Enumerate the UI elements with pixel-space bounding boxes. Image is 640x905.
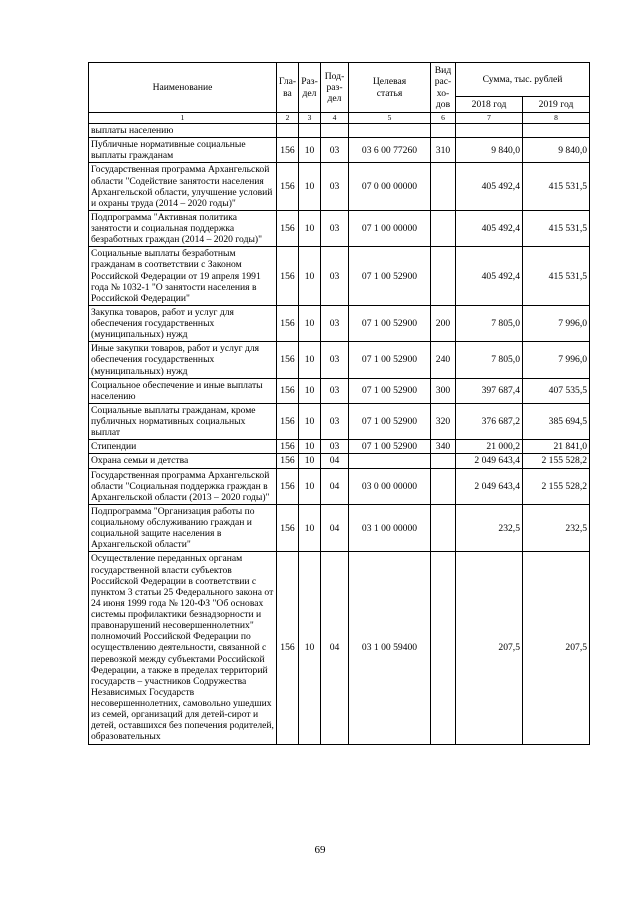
row-amount-2019: 415 531,5	[523, 210, 590, 246]
row-razdel: 10	[299, 403, 321, 439]
row-amount-2019: 7 996,0	[523, 342, 590, 378]
row-vid: 320	[431, 403, 456, 439]
row-razdel: 10	[299, 342, 321, 378]
row-glava: 156	[277, 210, 299, 246]
row-statya: 03 1 00 00000	[349, 504, 431, 552]
row-razdel: 10	[299, 468, 321, 504]
row-razdel: 10	[299, 163, 321, 211]
table-row	[89, 468, 590, 504]
row-vid	[431, 210, 456, 246]
row-podrazdel: 03	[321, 163, 349, 211]
row-statya: 07 0 00 00000	[349, 163, 431, 211]
row-razdel: 10	[299, 210, 321, 246]
row-podrazdel: 03	[321, 440, 349, 454]
header-glava: Гла- ва	[277, 63, 299, 113]
row-razdel: 10	[299, 454, 321, 468]
row-amount-2018: 7 805,0	[456, 342, 523, 378]
row-razdel: 10	[299, 305, 321, 341]
row-name: Осуществление переданных органам государственной власти субъектов Российской Федерации в соответствии с пунктом 3 статьи 25 Федерального закона от 24 июня 1999 года № 120-ФЗ "Об основах системы профилактики безнадзорности и правонарушений несовершеннолетних" полномочий Российской Федерации по осуществлению деятельности, связанной с перевозкой между субъектами Российской Федерации, а также в пределах территорий государств – участников Содружества Независимых Государств несовершеннолетних, самовольно ушедших из семей, организаций для детей-сирот и детей, оставшихся без попечения родителей, образовательных	[89, 552, 277, 744]
page-number: 69	[314, 844, 326, 856]
row-name: Подпрограмма "Организация работы по социальному обслуживанию граждан и социальной защите населения в Архангельской области"	[89, 504, 277, 552]
row-vid: 310	[431, 138, 456, 163]
row-vid	[431, 163, 456, 211]
header-name: Наименование	[89, 63, 277, 113]
row-razdel: 10	[299, 138, 321, 163]
table-row	[89, 552, 590, 744]
row-amount-2019: 7 996,0	[523, 305, 590, 341]
row-name: Публичные нормативные социальные выплаты гражданам	[89, 138, 277, 163]
row-amount-2018: 232,5	[456, 504, 523, 552]
row-podrazdel: 03	[321, 403, 349, 439]
table-row	[89, 247, 590, 306]
row-amount-2019: 9 840,0	[523, 138, 590, 163]
row-amount-2019: 2 155 528,2	[523, 454, 590, 468]
header-statya: Целевая статья	[349, 63, 431, 113]
row-name: Государственная программа Архангельской области "Содействие занятости населения Архангельской области, улучшение условий и охраны труда (2014 – 2020 годы)"	[89, 163, 277, 211]
row-glava: 156	[277, 440, 299, 454]
row-name: Социальные выплаты гражданам, кроме публичных нормативных социальных выплат	[89, 403, 277, 439]
row-razdel: 10	[299, 504, 321, 552]
column-index: 7	[456, 113, 523, 124]
column-index: 2	[277, 113, 299, 124]
row-amount-2018: 376 687,2	[456, 403, 523, 439]
table-row	[89, 504, 590, 552]
column-index: 4	[321, 113, 349, 124]
row-razdel: 10	[299, 440, 321, 454]
row-glava: 156	[277, 163, 299, 211]
row-podrazdel: 03	[321, 247, 349, 306]
header-razdel: Раз- дел	[299, 63, 321, 113]
row-statya: 07 1 00 52900	[349, 440, 431, 454]
header-year-2018: 2018 год	[456, 97, 523, 113]
row-name: Государственная программа Архангельской области "Социальная поддержка граждан в Архангельской области (2013 – 2020 годы)"	[89, 468, 277, 504]
row-podrazdel	[321, 124, 349, 138]
row-glava: 156	[277, 504, 299, 552]
row-statya: 03 1 00 59400	[349, 552, 431, 744]
row-amount-2018	[456, 124, 523, 138]
row-statya: 03 0 00 00000	[349, 468, 431, 504]
header-year-2019: 2019 год	[523, 97, 590, 113]
row-podrazdel: 03	[321, 342, 349, 378]
row-glava: 156	[277, 552, 299, 744]
header-row	[89, 63, 590, 97]
row-amount-2018: 397 687,4	[456, 378, 523, 403]
row-podrazdel: 04	[321, 468, 349, 504]
row-podrazdel: 03	[321, 378, 349, 403]
row-podrazdel: 03	[321, 210, 349, 246]
row-glava: 156	[277, 468, 299, 504]
column-index: 8	[523, 113, 590, 124]
row-glava: 156	[277, 305, 299, 341]
row-vid	[431, 247, 456, 306]
row-amount-2019: 2 155 528,2	[523, 468, 590, 504]
table-row	[89, 138, 590, 163]
row-amount-2019: 415 531,5	[523, 247, 590, 306]
row-amount-2019: 415 531,5	[523, 163, 590, 211]
column-index-row	[89, 113, 590, 124]
column-index: 6	[431, 113, 456, 124]
row-razdel: 10	[299, 552, 321, 744]
row-name: Подпрограмма "Активная политика занятости и социальная поддержка безработных граждан (2014 – 2020 годы)"	[89, 210, 277, 246]
table-row	[89, 163, 590, 211]
table-row	[89, 210, 590, 246]
row-vid: 340	[431, 440, 456, 454]
row-amount-2019: 232,5	[523, 504, 590, 552]
row-statya: 07 1 00 52900	[349, 378, 431, 403]
row-amount-2018: 7 805,0	[456, 305, 523, 341]
row-name: Социальные выплаты безработным гражданам в соответствии с Законом Российской Федерации от 19 апреля 1991 года № 1032-1 "О занятости населения в Российской Федерации"	[89, 247, 277, 306]
row-amount-2019: 21 841,0	[523, 440, 590, 454]
row-amount-2019	[523, 124, 590, 138]
column-index: 1	[89, 113, 277, 124]
row-glava: 156	[277, 378, 299, 403]
row-glava: 156	[277, 454, 299, 468]
budget-table	[88, 62, 590, 745]
row-amount-2018: 9 840,0	[456, 138, 523, 163]
table-row	[89, 440, 590, 454]
table-body	[89, 124, 590, 745]
row-statya: 07 1 00 52900	[349, 403, 431, 439]
row-statya: 03 6 00 77260	[349, 138, 431, 163]
table-row	[89, 305, 590, 341]
row-vid	[431, 124, 456, 138]
row-amount-2018: 21 000,2	[456, 440, 523, 454]
row-glava: 156	[277, 138, 299, 163]
row-statya: 07 1 00 00000	[349, 210, 431, 246]
row-glava	[277, 124, 299, 138]
table-row	[89, 124, 590, 138]
table-row	[89, 403, 590, 439]
header-vid: Вид рас- хо- дов	[431, 63, 456, 113]
row-vid: 240	[431, 342, 456, 378]
row-statya: 07 1 00 52900	[349, 342, 431, 378]
header-podrazdel: Под- раз- дел	[321, 63, 349, 113]
row-name: Закупка товаров, работ и услуг для обеспечения государственных (муниципальных) нужд	[89, 305, 277, 341]
row-razdel	[299, 124, 321, 138]
row-vid	[431, 454, 456, 468]
row-podrazdel: 04	[321, 454, 349, 468]
table-row	[89, 342, 590, 378]
row-amount-2018: 405 492,4	[456, 247, 523, 306]
row-glava: 156	[277, 342, 299, 378]
row-glava: 156	[277, 403, 299, 439]
row-statya	[349, 454, 431, 468]
row-statya: 07 1 00 52900	[349, 247, 431, 306]
row-name: Иные закупки товаров, работ и услуг для обеспечения государственных (муниципальных) нужд	[89, 342, 277, 378]
row-amount-2019: 407 535,5	[523, 378, 590, 403]
row-name: Стипендии	[89, 440, 277, 454]
row-amount-2019: 385 694,5	[523, 403, 590, 439]
table-row	[89, 378, 590, 403]
row-razdel: 10	[299, 378, 321, 403]
row-podrazdel: 04	[321, 504, 349, 552]
header-summa: Сумма, тыс. рублей	[456, 63, 590, 97]
table-row	[89, 454, 590, 468]
row-name: Охрана семьи и детства	[89, 454, 277, 468]
column-index: 5	[349, 113, 431, 124]
row-vid	[431, 504, 456, 552]
row-statya	[349, 124, 431, 138]
row-name: Социальное обеспечение и иные выплаты населению	[89, 378, 277, 403]
row-podrazdel: 04	[321, 552, 349, 744]
row-amount-2019: 207,5	[523, 552, 590, 744]
row-vid	[431, 552, 456, 744]
row-razdel: 10	[299, 247, 321, 306]
column-index: 3	[299, 113, 321, 124]
row-vid: 300	[431, 378, 456, 403]
row-amount-2018: 207,5	[456, 552, 523, 744]
row-amount-2018: 2 049 643,4	[456, 454, 523, 468]
row-glava: 156	[277, 247, 299, 306]
row-podrazdel: 03	[321, 138, 349, 163]
row-name: выплаты населению	[89, 124, 277, 138]
row-amount-2018: 2 049 643,4	[456, 468, 523, 504]
row-amount-2018: 405 492,4	[456, 210, 523, 246]
row-amount-2018: 405 492,4	[456, 163, 523, 211]
row-vid: 200	[431, 305, 456, 341]
row-podrazdel: 03	[321, 305, 349, 341]
row-statya: 07 1 00 52900	[349, 305, 431, 341]
row-vid	[431, 468, 456, 504]
